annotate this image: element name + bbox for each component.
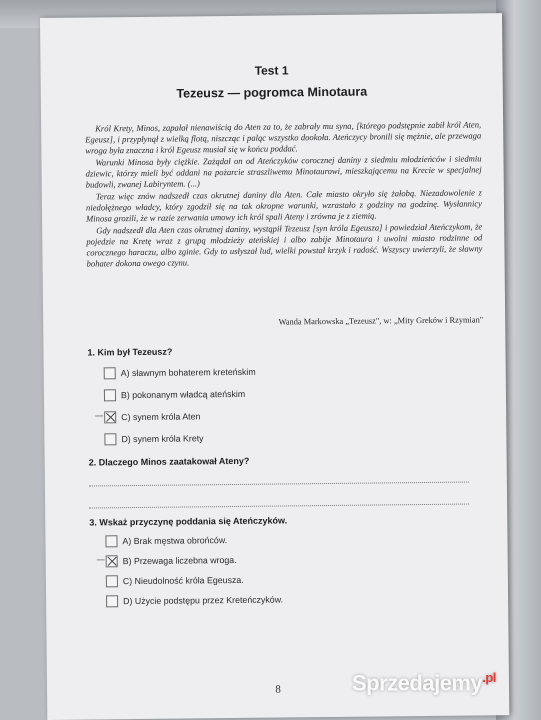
watermark-logo [352,670,496,696]
answer-line-1[interactable] [89,482,469,487]
story-source: Wanda Markowska „Tezeusz", w: „Mity Greków i Rzymian" [278,315,484,327]
q3-option-c-label: C) Nieudolność króla Egeusza. [122,574,244,587]
q3-option-d-checkbox[interactable] [106,595,118,607]
q3-option-b-label: B) Przewaga liczebna wroga. [122,554,237,567]
answer-line-2[interactable] [89,504,469,509]
story-paragraph: Gdy nadszedł dla Aten czas okrutnej daniny, wystąpił Tezeusz [syn króla Egeusza] i powiedział Ateńczykom, że pojedzie na Kretę wraz z grupą młodzieży ateńskiej i albo zabije Minotaura i uwolni miasto rodzinne od corocznego haraczu, albo zginie. Gdy to usłyszał lud, wielki powstał krzyk i radość. Wszyscy uwierzyli, że sławny bohater dokona owego czynu. [86,221,483,269]
q1-option-c-checkbox[interactable] [104,411,116,423]
q3-option-a-label: A) Brak męstwa obrońców. [122,535,228,547]
watermark-text: Sprzedajemy [352,670,483,696]
q1-option-a-checkbox[interactable] [104,367,116,379]
story-title: Tezeusz — pogromca Minotaura [176,84,368,101]
q3-option-d[interactable] [106,593,283,607]
question-1: 1. Kim był Tezeusz? [87,346,173,358]
q3-option-c-checkbox[interactable] [106,575,118,587]
story-paragraph: Warunki Minosa były ciężkie. Zażądał on od Ateńczyków corocznej daniny z siedmiu młodzieńców i siedmiu dziewic, którzy mieli być oddani na pożarcie straszliwemu Minotaurowi, mieszkającemu na Krecie w specjalnej budowli, zwanej Labiryntem. (...) [85,153,482,190]
question-2: 2. Dlaczego Minos zaatakował Ateny? [88,455,250,468]
q3-option-a-checkbox[interactable] [105,535,117,547]
q3-option-b-checkbox[interactable] [106,555,118,567]
pencil-mark-icon [95,415,103,416]
q1-option-b-checkbox[interactable] [104,389,116,401]
q1-option-d-checkbox[interactable] [104,433,116,445]
q1-option-b-label: B) pokonanym władcą ateńskim [120,388,246,401]
story-text [85,119,483,270]
question-3: 3. Wskaż przyczynę poddania się Ateńczyków. [89,515,288,528]
page-number: 8 [275,683,281,696]
pencil-mark-icon [97,559,105,560]
watermark-suffix: .pl [482,670,496,685]
q1-option-a-label: A) sławnym bohaterem kreteńskim [120,366,256,379]
q3-option-c[interactable] [106,574,244,587]
test-title: Test 1 [254,63,289,78]
q1-option-b[interactable] [104,388,245,401]
q1-option-d[interactable] [104,432,203,445]
q1-option-d-label: D) synem króla Krety [121,433,204,445]
story-paragraph: Król Krety, Minos, zapałał nienawiścią do Aten za to, że zabrały mu syna, [którego podstępnie zabił król Aten, Egeusz], i przypłynął z wielką flotą, niszcząc i paląc wszystko dookoła. Ateńczycy bronili się mężnie, ale przewaga wroga była znaczna i król Egeusz musiał się w końcu poddać. [85,119,482,156]
q3-option-d-label: D) Użycie podstępu przez Kreteńczyków. [123,594,284,607]
q1-option-c[interactable] [104,410,200,423]
workbook-page [40,13,509,720]
q1-option-c-label: C) synem króla Aten [121,411,201,423]
q1-option-a[interactable] [104,366,256,380]
q3-option-b[interactable] [106,554,237,567]
q3-option-a[interactable] [105,534,227,547]
story-paragraph: Teraz więc znów nadszedł czas okrutnej daniny dla Aten. Całe miasto okryło się żałobą. Niezadowolenie z niedołężnego władcy, który zgodził się na tak okropne warunki, wzrastało z godziny na godzinę. Wysłannicy Minosa grozili, że w razie zerwania umowy ich król spali Ateny i zrówna je z ziemią. [85,187,483,224]
